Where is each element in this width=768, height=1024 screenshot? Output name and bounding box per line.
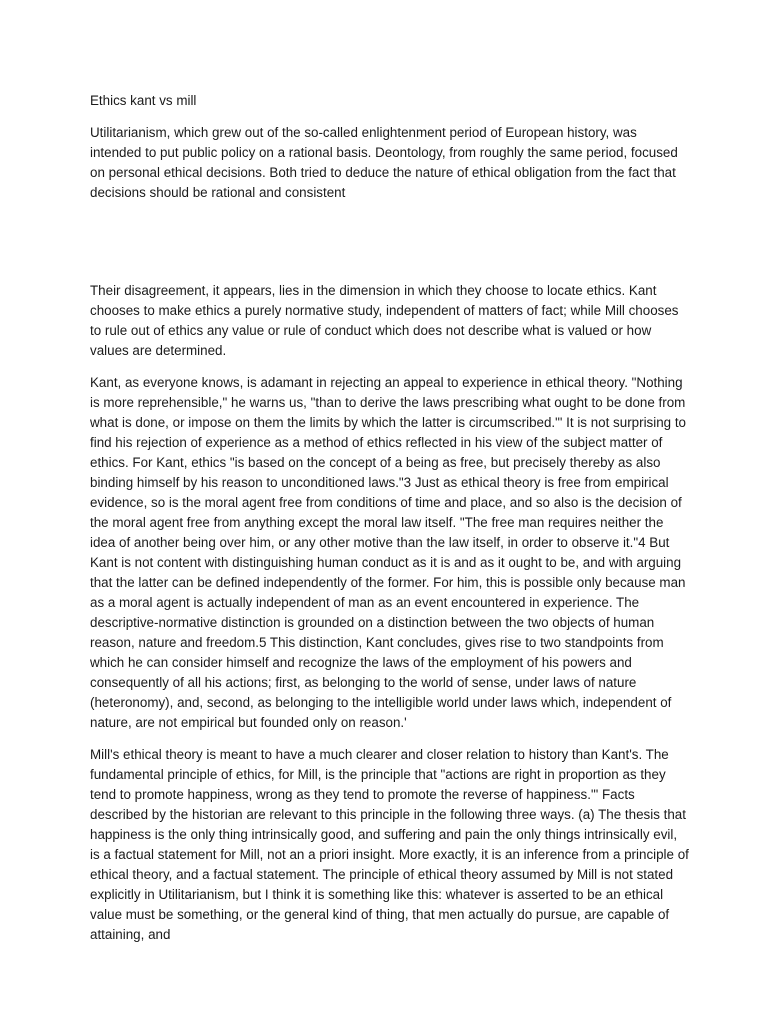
paragraph-intro: Utilitarianism, which grew out of the so-called enlightenment period of European history, was intended to put public policy on a rational basis. Deontology, from roughly the same period, focused on personal ethical decisions. Both tried to deduce the nature of ethical obligation from the fact that decisions should be rational and consistent	[90, 125, 678, 200]
paragraph-disagreement: Their disagreement, it appears, lies in the dimension in which they choose to locate ethics. Kant chooses to make ethics a purely normative study, independent of matters of fact; while Mill chooses to rule out of ethics any value or rule of conduct which does not describe what is valued or how values are determined.	[90, 283, 679, 358]
paragraph-kant: Kant, as everyone knows, is adamant in rejecting an appeal to experience in ethical theory. "Nothing is more reprehensible," he warns us, "than to derive the laws prescribing what ought to be done from what is done, or impose on them the limits by which the latter is circumscribed."' It is not surprising to find his rejection of experience as a method of ethics reflected in his view of the subject matter of ethics. For Kant, ethics "is based on the concept of a being as free, but precisely thereby as also binding himself by his reason to unconditioned laws."3 Just as ethical theory is free from empirical evidence, so is the moral agent free from conditions of time and place, and so also is the decision of the moral agent free from anything except the moral law itself. "The free man requires neither the idea of another being over him, or any other motive than the law itself, in order to observe it."4 But Kant is not content with distinguishing human conduct as it is and as it ought to be, and with arguing that the latter can be defined independently of the former. For him, this is possible only because man as a moral agent is actually independent of man as an event encountered in experience. The descriptive-normative distinction is grounded on a distinction between the two objects of human reason, nature and freedom.5 This distinction, Kant concludes, gives rise to two standpoints from which he can consider himself and recognize the laws of the employment of his powers and consequently of all his actions; first, as belonging to the world of sense, under laws of nature (heteronomy), and, second, as belonging to the intelligible world under laws which, independent of nature, are not empirical but founded only on reason.'	[90, 375, 686, 730]
document-page	[90, 91, 690, 957]
blank-space	[90, 215, 690, 281]
document-title: Ethics kant vs mill	[90, 93, 197, 108]
paragraph-mill: Mill's ethical theory is meant to have a much clearer and closer relation to history than Kant's. The fundamental principle of ethics, for Mill, is the principle that "actions are right in proportion as they tend to promote happiness, wrong as they tend to promote the reverse of happiness."' Facts described by the historian are relevant to this principle in the following three ways. (a) The thesis that happiness is the only thing intrinsically good, and suffering and pain the only things intrinsically evil, is a factual statement for Mill, not an a priori insight. More exactly, it is an inference from a principle of ethical theory, and a factual statement. The principle of ethical theory assumed by Mill is not stated explicitly in Utilitarianism, but I think it is something like this: whatever is asserted to be an ethical value must be something, or the general kind of thing, that men actually do pursue, are capable of attaining, and	[90, 747, 689, 942]
